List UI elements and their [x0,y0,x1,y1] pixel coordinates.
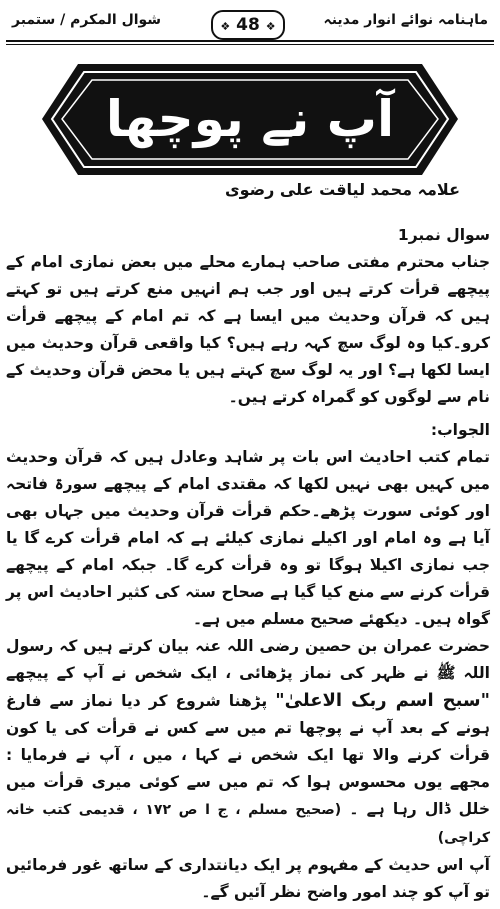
question-label: سوال نمبر1 [397,226,490,244]
author-name: علامہ محمد لیاقت علی رضوی [224,180,460,199]
hadith-reference: (صحیح مسلم ، ج ا ص ۱۷۲ ، قدیمی کتب خانہ کراچی) [6,802,490,846]
banner-title: آپ نے پوچھا [105,90,395,148]
question-block [6,222,490,411]
article-body [6,222,490,906]
page-header [6,6,494,44]
page-number: 48 [236,15,260,35]
magazine-name: ماہنامہ نوائے انوار مدینہ [323,12,488,28]
answer-paragraph-1: تمام کتب احادیث اس بات پر شاہد وعادل ہیں کہ قرآن وحدیث میں کہیں بھی نہیں لکھا کہ مقتدی امام کے پیچھے سورۃ فاتحہ اور کوئی سورت پڑھے۔حکم قرأت قرآن وحدیث میں جہاں بھی آیا ہے وہ امام اور اکیلے نمازی کیلئے ہے کہ امام قرأت کرے گا یا جب نمازی اکیلا ہوگا تو وہ قرأت کرے گا۔ جبکہ امام کے پیچھے قرأت کرنے سے منع کیا گیا ہے صحاح ستہ کی کثیر احادیث اس پر گواہ ہیں۔ دیکھئے صحیح مسلم میں ہے۔ [6,448,490,628]
answer-paragraph-3: آپ اس حدیث کے مفہوم پر ایک دیانتداری کے ساتھ غور فرمائیں تو آپ کو چند امور واضح نظر آئیں گے۔ [6,856,490,901]
surah-quote: "سبح اسم ربک الاعلیٰ" [275,690,490,711]
hadith-body: پڑھنا شروع کر دیا نماز سے فارغ ہونے کے بعد آپ نے پوچھا تم میں سے کس نے قرأت کی یا کون قرأت کرنے والا تھا ایک شخص نے کہا ، میں ، آپ نے فرمایا : مجھے یوں محسوس ہوا کہ تم میں سے کوئی میری قرأت میں خلل ڈال رہا ہے ۔ [6,692,491,818]
ornament-icon: ❖ [220,20,231,33]
hadith-intro: حضرت عمران بن حصین رضی اللہ عنہ بیان کرتے ہیں کہ رسول اللہ ﷺ نے ظہر کی نماز پڑھائی ، ایک شخص نے آپ کے پیچھے [6,637,490,682]
question-text: جناب محترم مفتی صاحب ہمارے محلے میں بعض نمازی امام کے پیچھے قرأت کرتے ہیں اور جب ہم انہیں منع کرتے ہیں تو کہتے ہیں کہ قرآن وحدیث میں ایسا ہے کہ تم امام کے پیچھے قرأت کرو۔کیا وہ لوگ سچ کہہ رہے ہیں؟ کیا واقعی قرآن وحدیث میں ایسا لکھا ہے؟ اور یہ لوگ سچ کہتے ہیں یا محض قرآن وحدیث کے نام سے لوگوں کو گمراہ کرتے ہیں۔ [6,253,490,406]
page-number-badge [211,10,285,40]
answer-label: الجواب: [430,421,490,439]
ornament-icon: ❖ [265,20,276,33]
answer-paragraph-2 [6,633,490,852]
header-rule-thin [6,44,494,45]
issue-date: شوال المکرم / ستمبر [12,12,162,28]
title-banner [40,62,460,177]
header-rule [6,40,494,42]
